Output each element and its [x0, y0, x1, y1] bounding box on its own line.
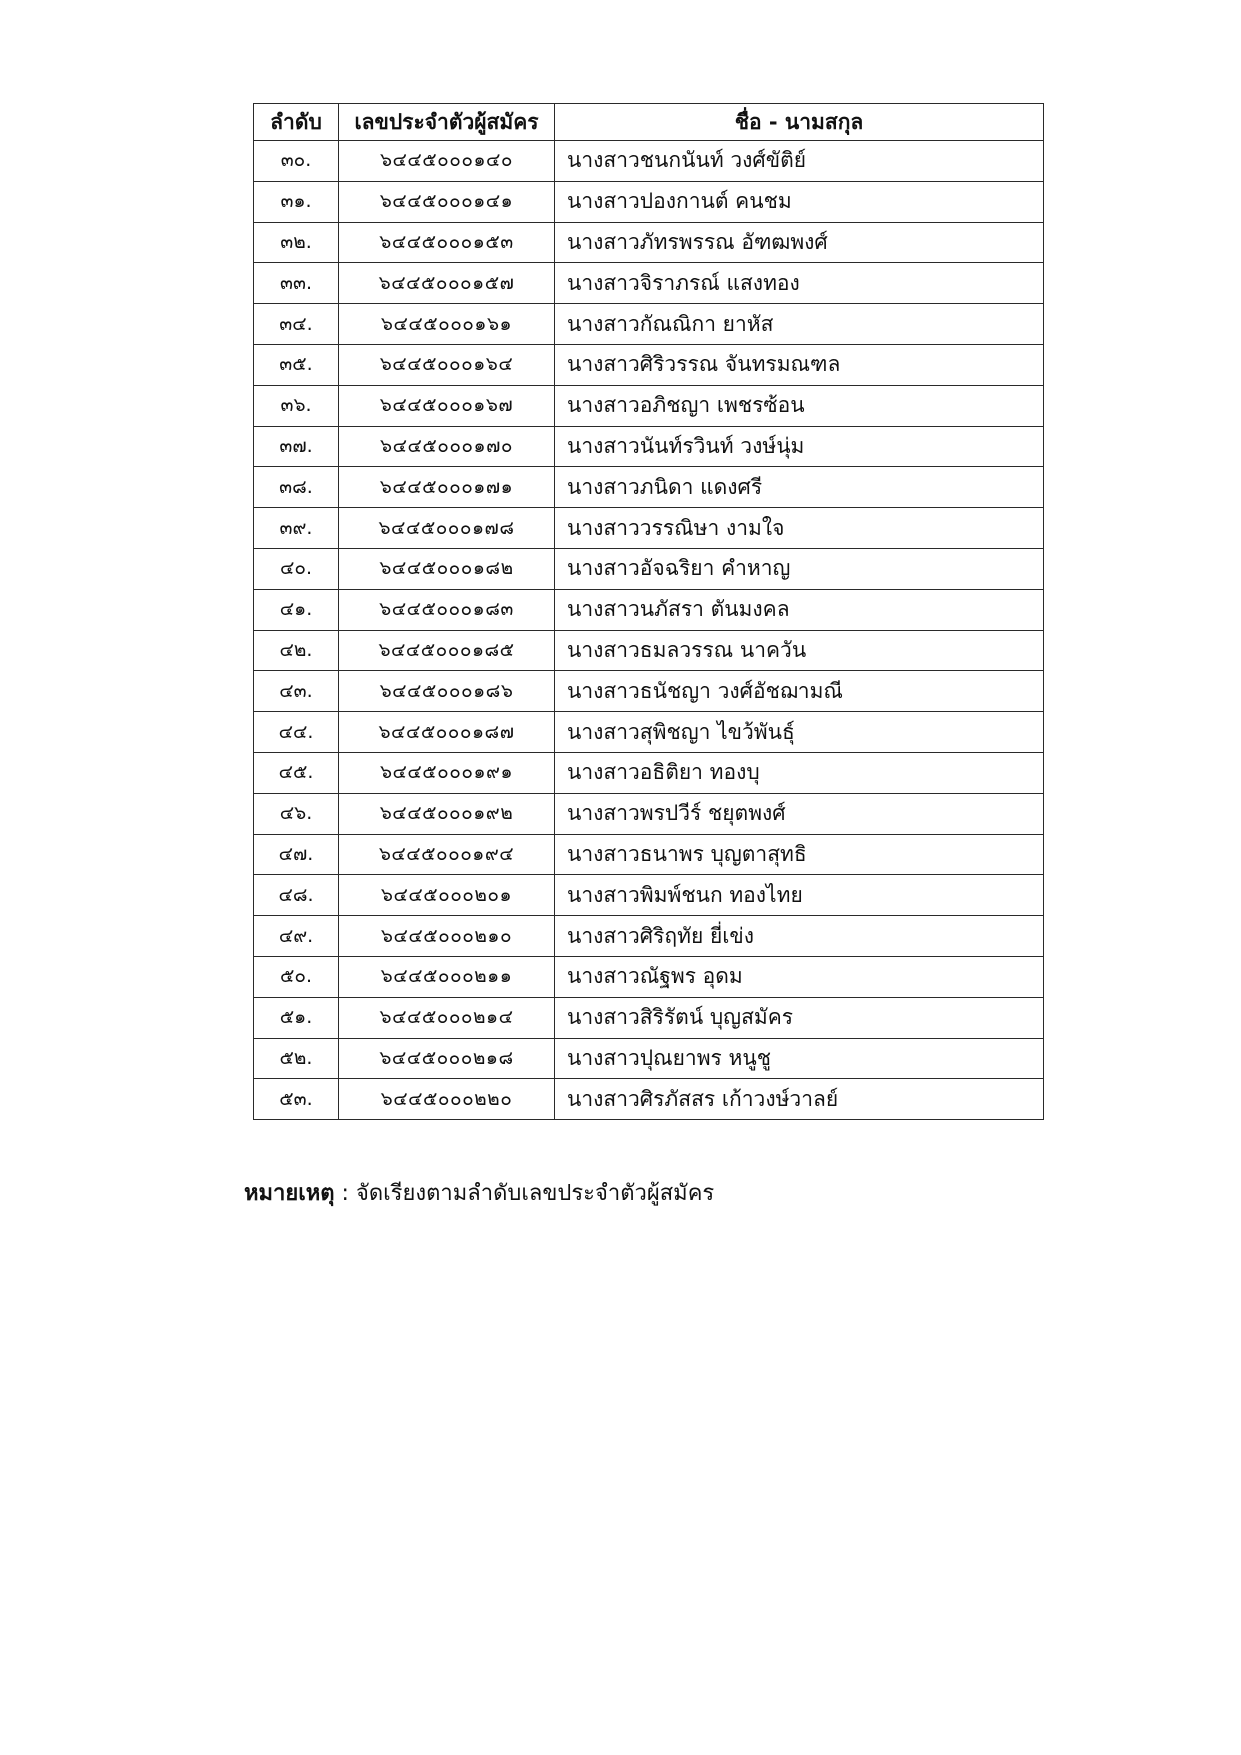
row-order: ๓๗. [254, 426, 339, 467]
footnote-label: หมายเหตุ [244, 1181, 335, 1206]
row-order: ๔๗. [254, 834, 339, 875]
header-applicant-id: เลขประจำตัวผู้สมัคร [339, 104, 555, 141]
table-row [254, 385, 1044, 426]
row-order: ๕๑. [254, 997, 339, 1038]
row-applicant-id: ๖๔๔๕๐๐๐๑๙๑ [339, 752, 555, 793]
row-order: ๓๑. [254, 181, 339, 222]
row-name: นางสาวสิริรัตน์ บุญสมัคร [555, 997, 1044, 1038]
row-applicant-id: ๖๔๔๕๐๐๐๑๙๔ [339, 834, 555, 875]
row-name: นางสาวอภิชญา เพชรซ้อน [555, 385, 1044, 426]
row-order: ๔๙. [254, 916, 339, 957]
row-applicant-id: ๖๔๔๕๐๐๐๑๖๑ [339, 304, 555, 345]
row-name: นางสาวธนัชญา วงศ์อัชฌามณี [555, 671, 1044, 712]
row-name: นางสาวธนาพร บุญตาสุทธิ [555, 834, 1044, 875]
table-row [254, 222, 1044, 263]
table-row [254, 467, 1044, 508]
row-applicant-id: ๖๔๔๕๐๐๐๑๔๐ [339, 141, 555, 182]
row-applicant-id: ๖๔๔๕๐๐๐๑๘๓ [339, 589, 555, 630]
row-order: ๓๓. [254, 263, 339, 304]
header-row [254, 104, 1044, 141]
row-order: ๔๖. [254, 793, 339, 834]
row-applicant-id: ๖๔๔๕๐๐๐๒๐๑ [339, 875, 555, 916]
row-order: ๓๖. [254, 385, 339, 426]
row-order: ๕๒. [254, 1038, 339, 1079]
footnote-text: จัดเรียงตามลำดับเลขประจำตัวผู้สมัคร [355, 1181, 715, 1206]
row-order: ๓๔. [254, 304, 339, 345]
table-row [254, 875, 1044, 916]
row-name: นางสาวพิมพ์ชนก ทองไทย [555, 875, 1044, 916]
row-applicant-id: ๖๔๔๕๐๐๐๒๑๐ [339, 916, 555, 957]
row-name: นางสาวปองกานต์ คนชม [555, 181, 1044, 222]
table-row [254, 630, 1044, 671]
row-name: นางสาวสุพิชญา ไขว้พันธุ์ [555, 712, 1044, 753]
row-name: นางสาวปุณยาพร หนูชู [555, 1038, 1044, 1079]
row-applicant-id: ๖๔๔๕๐๐๐๑๘๕ [339, 630, 555, 671]
row-applicant-id: ๖๔๔๕๐๐๐๑๙๒ [339, 793, 555, 834]
row-name: นางสาวณัฐพร อุดม [555, 956, 1044, 997]
table-row [254, 1038, 1044, 1079]
row-applicant-id: ๖๔๔๕๐๐๐๑๘๖ [339, 671, 555, 712]
row-applicant-id: ๖๔๔๕๐๐๐๑๘๒ [339, 548, 555, 589]
row-applicant-id: ๖๔๔๕๐๐๐๑๗๑ [339, 467, 555, 508]
row-name: นางสาวพรปวีร์ ชยุตพงศ์ [555, 793, 1044, 834]
row-applicant-id: ๖๔๔๕๐๐๐๒๒๐ [339, 1079, 555, 1120]
table-row [254, 997, 1044, 1038]
table-row [254, 263, 1044, 304]
footnote [244, 1175, 714, 1210]
applicant-table-header [254, 104, 1044, 141]
row-order: ๓๕. [254, 344, 339, 385]
row-applicant-id: ๖๔๔๕๐๐๐๑๔๑ [339, 181, 555, 222]
row-name: นางสาวนันท์รวินท์ วงษ์นุ่ม [555, 426, 1044, 467]
row-name: นางสาวชนกนันท์ วงศ์ขัติย์ [555, 141, 1044, 182]
row-order: ๔๕. [254, 752, 339, 793]
row-order: ๓๐. [254, 141, 339, 182]
row-order: ๓๒. [254, 222, 339, 263]
row-applicant-id: ๖๔๔๕๐๐๐๑๖๔ [339, 344, 555, 385]
row-applicant-id: ๖๔๔๕๐๐๐๑๗๐ [339, 426, 555, 467]
table-row [254, 589, 1044, 630]
row-order: ๓๘. [254, 467, 339, 508]
applicant-table-body [254, 141, 1044, 1120]
row-order: ๓๙. [254, 508, 339, 549]
table-row [254, 181, 1044, 222]
table-row [254, 671, 1044, 712]
row-name: นางสาวอธิติยา ทองบุ [555, 752, 1044, 793]
row-order: ๔๓. [254, 671, 339, 712]
row-applicant-id: ๖๔๔๕๐๐๐๑๖๗ [339, 385, 555, 426]
row-applicant-id: ๖๔๔๕๐๐๐๑๕๗ [339, 263, 555, 304]
row-applicant-id: ๖๔๔๕๐๐๐๑๕๓ [339, 222, 555, 263]
row-name: นางสาวธมลวรรณ นาควัน [555, 630, 1044, 671]
table-row [254, 793, 1044, 834]
header-order: ลำดับ [254, 104, 339, 141]
row-applicant-id: ๖๔๔๕๐๐๐๑๘๗ [339, 712, 555, 753]
row-name: นางสาวภัทรพรรณ อัฑฒพงศ์ [555, 222, 1044, 263]
table-row [254, 508, 1044, 549]
table-row [254, 548, 1044, 589]
row-name: นางสาวศิริวรรณ จันทรมณฑล [555, 344, 1044, 385]
footnote-separator: : [334, 1181, 356, 1206]
row-applicant-id: ๖๔๔๕๐๐๐๒๑๘ [339, 1038, 555, 1079]
table-row [254, 834, 1044, 875]
row-order: ๔๒. [254, 630, 339, 671]
row-order: ๕๐. [254, 956, 339, 997]
table-row [254, 712, 1044, 753]
table-row [254, 1079, 1044, 1120]
table-row [254, 304, 1044, 345]
header-name: ชื่อ - นามสกุล [555, 104, 1044, 141]
table-row [254, 426, 1044, 467]
row-order: ๕๓. [254, 1079, 339, 1120]
row-order: ๔๑. [254, 589, 339, 630]
row-name: นางสาวกัณณิกา ยาหัส [555, 304, 1044, 345]
row-name: นางสาวภนิดา แดงศรี [555, 467, 1044, 508]
row-order: ๔๔. [254, 712, 339, 753]
row-name: นางสาวศิรภัสสร เก้าวงษ์วาลย์ [555, 1079, 1044, 1120]
row-name: นางสาวอัจฉริยา คำหาญ [555, 548, 1044, 589]
table-row [254, 141, 1044, 182]
table-row [254, 956, 1044, 997]
row-name: นางสาวนภัสรา ตันมงคล [555, 589, 1044, 630]
row-applicant-id: ๖๔๔๕๐๐๐๒๑๑ [339, 956, 555, 997]
row-name: นางสาวศิริฤทัย ยี่เข่ง [555, 916, 1044, 957]
applicant-table [253, 103, 1044, 1120]
table-row [254, 344, 1044, 385]
row-order: ๔๐. [254, 548, 339, 589]
row-name: นางสาวจิราภรณ์ แสงทอง [555, 263, 1044, 304]
row-name: นางสาววรรณิษา งามใจ [555, 508, 1044, 549]
row-order: ๔๘. [254, 875, 339, 916]
row-applicant-id: ๖๔๔๕๐๐๐๑๗๘ [339, 508, 555, 549]
row-applicant-id: ๖๔๔๕๐๐๐๒๑๔ [339, 997, 555, 1038]
table-row [254, 752, 1044, 793]
table-row [254, 916, 1044, 957]
